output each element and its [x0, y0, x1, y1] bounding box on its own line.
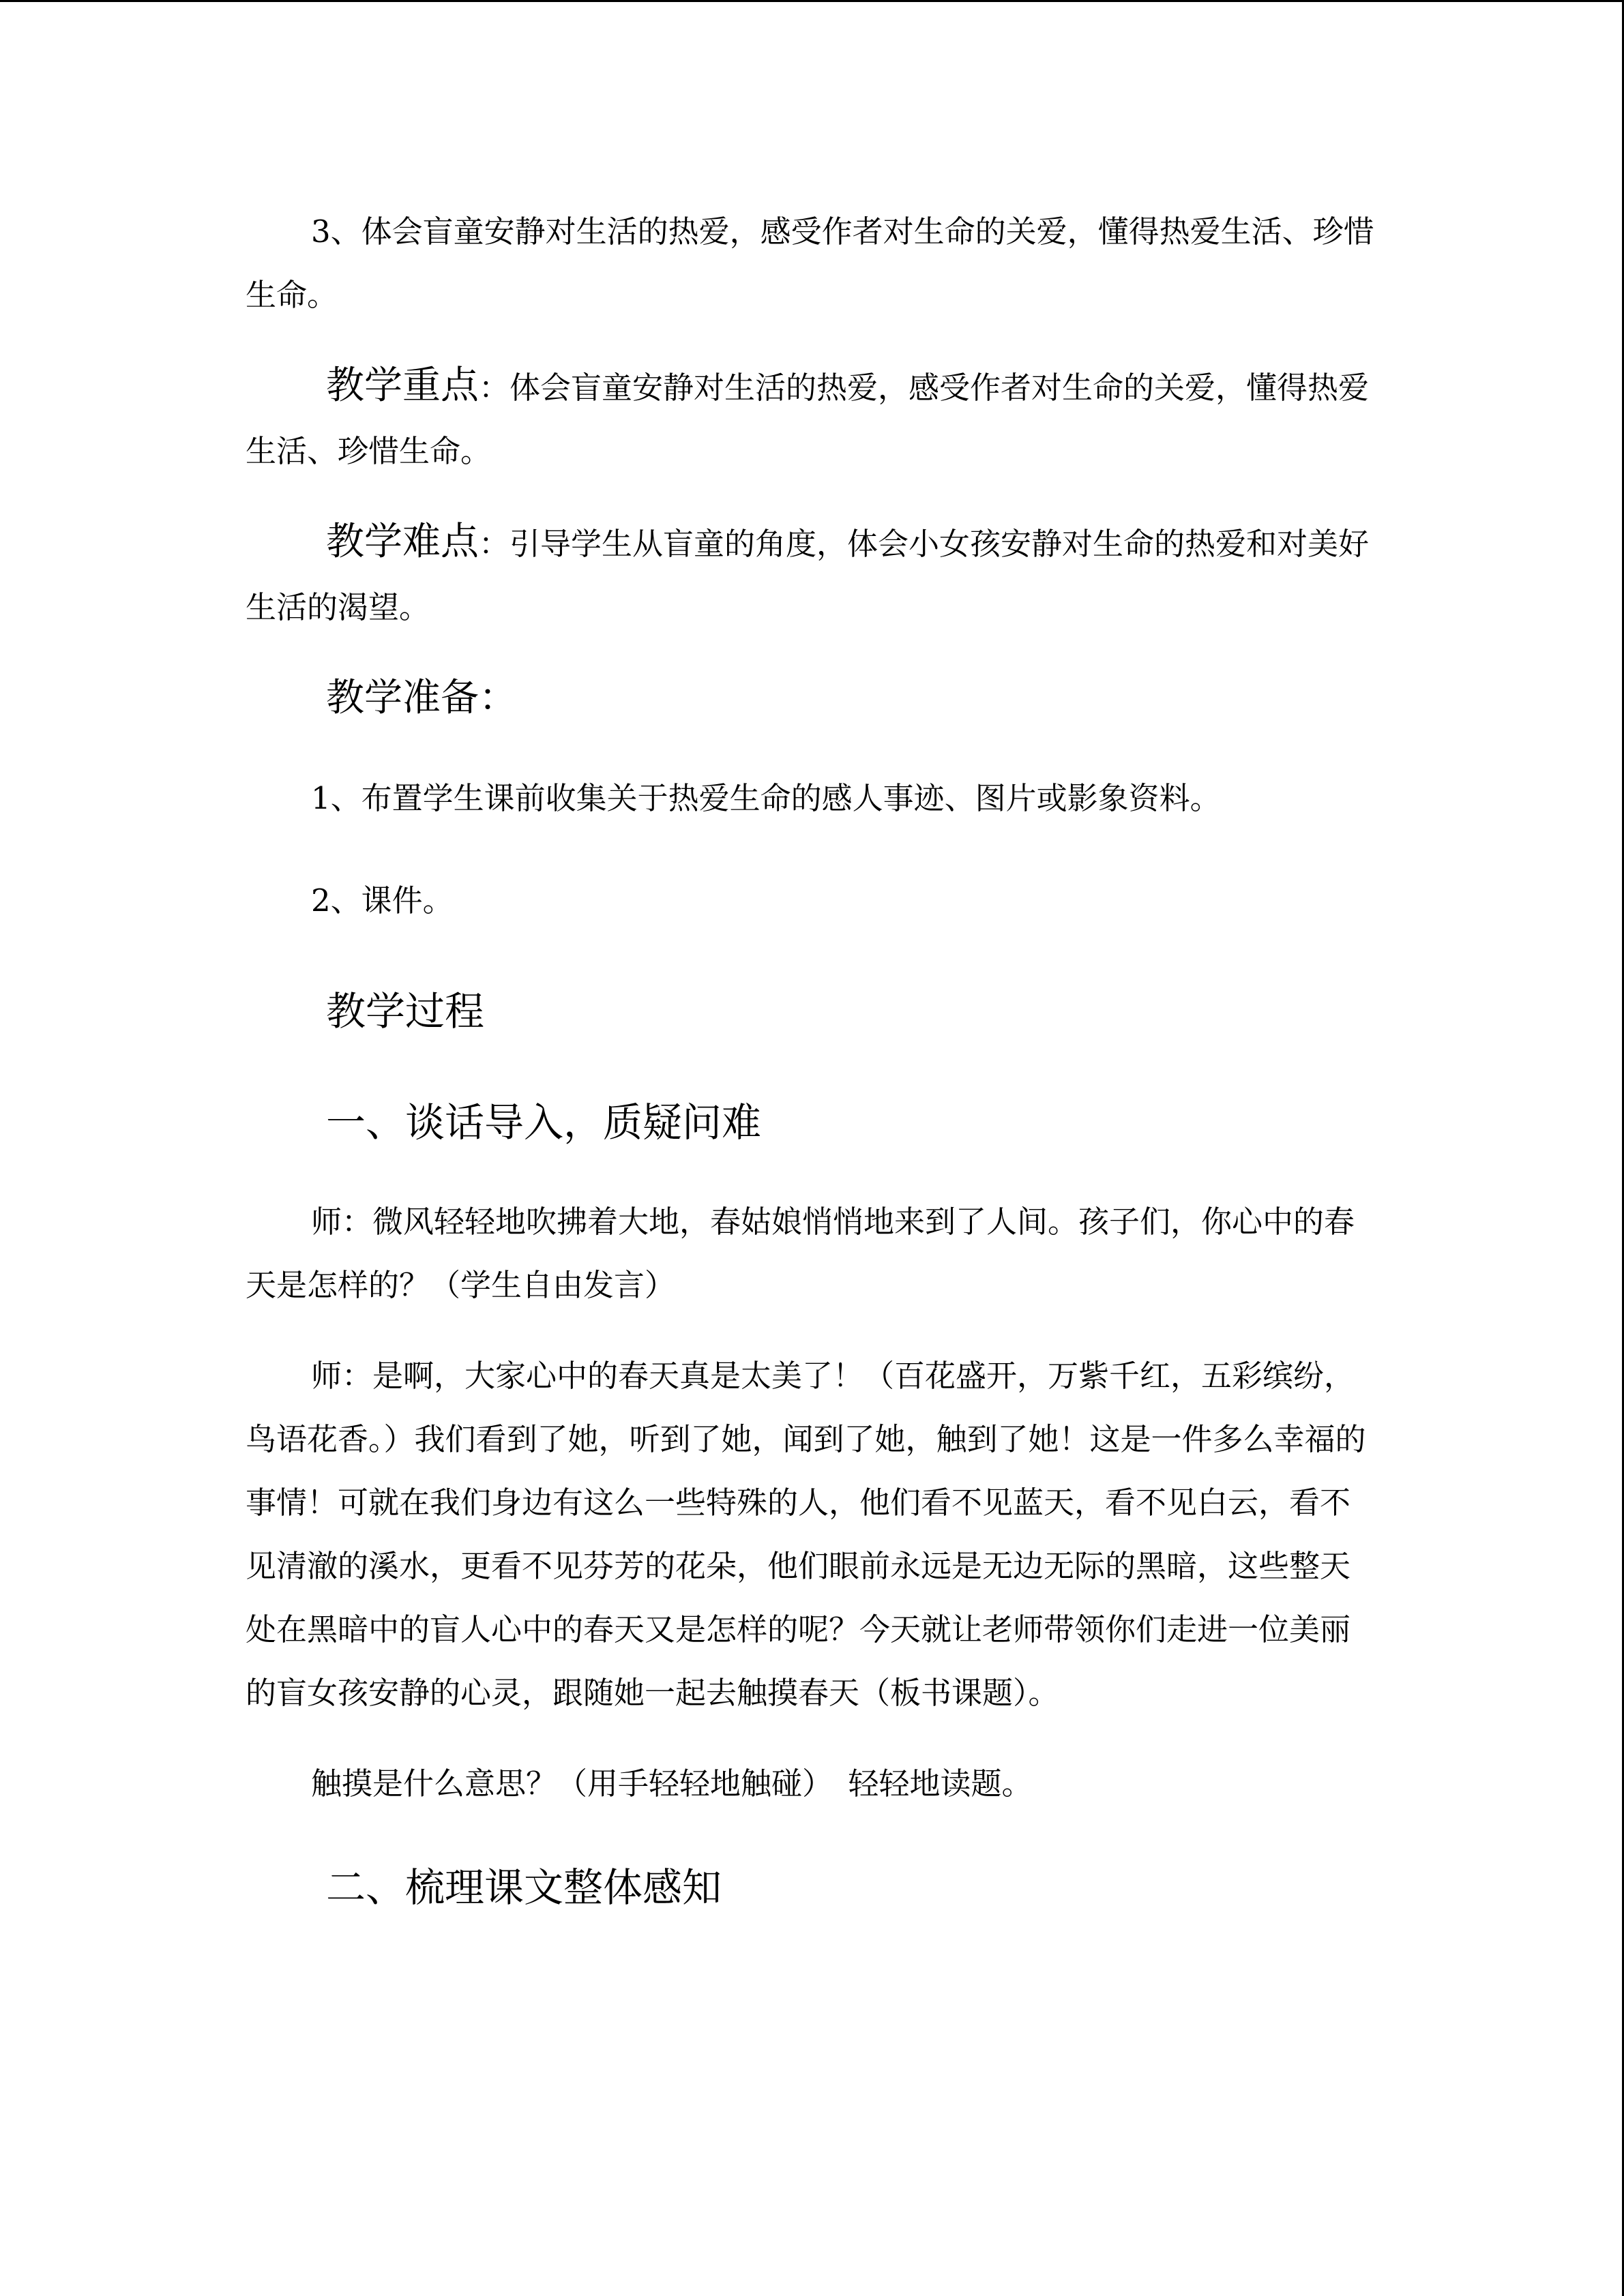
section-1-paragraph-3: 触摸是什么意思？（用手轻轻地触碰） 轻轻地读题。: [311, 1765, 1033, 1802]
prep-heading: 教学准备：: [326, 676, 517, 720]
prep-item-2: 2、课件。: [311, 882, 454, 919]
section-1-heading: 一、谈话导入，质疑问难: [326, 1099, 762, 1146]
teaching-difficulty-label: 教学难点: [326, 520, 479, 564]
teaching-difficulty: [246, 510, 1378, 639]
teaching-difficulty-text: ：引导学生从盲童的角度，体会小女孩安静对生命的热爱和对美好生活的渴望。: [246, 526, 1370, 625]
teaching-focus-label: 教学重点: [326, 363, 479, 408]
process-heading: 教学过程: [326, 988, 485, 1034]
prep-item-1: 1、布置学生课前收集关于热爱生命的感人事迹、图片或影象资料。: [311, 780, 1221, 816]
section-1-paragraph-2: 师：是啊，大家心中的春天真是太美了！（百花盛开，万紫千红，五彩缤纷，鸟语花香。）我们看到了她，听到了她，闻到了她，触到了她！这是一件多么幸福的事情！可就在我们身边有这么一些特殊的人，他们看不见蓝天，看不见白云，看不见清澈的溪水，更看不见芬芳的花朵，他们眼前永远是无边无际的黑暗，这些整天处在黑暗中的盲人心中的春天又是怎样的呢？今天就让老师带领你们走进一位美丽的盲女孩安静的心灵，跟随她一起去触摸春天（板书课题）。: [246, 1358, 1366, 1711]
teaching-focus-text: ：体会盲童安静对生活的热爱，感受作者对生命的关爱，懂得热爱生活、珍惜生命。: [246, 370, 1370, 469]
document-body: [246, 200, 1378, 1967]
section-2-heading: 二、梳理课文整体感知: [326, 1864, 722, 1911]
teaching-focus: [246, 354, 1378, 483]
section-1-paragraph-1: 师：微风轻轻地吹拂着大地，春姑娘悄悄地来到了人间。孩子们，你心中的春天是怎样的？（学生自由发言）: [246, 1204, 1355, 1303]
objective-3: 3、体会盲童安静对生活的热爱，感受作者对生命的关爱，懂得热爱生活、珍惜生命。: [246, 213, 1374, 313]
